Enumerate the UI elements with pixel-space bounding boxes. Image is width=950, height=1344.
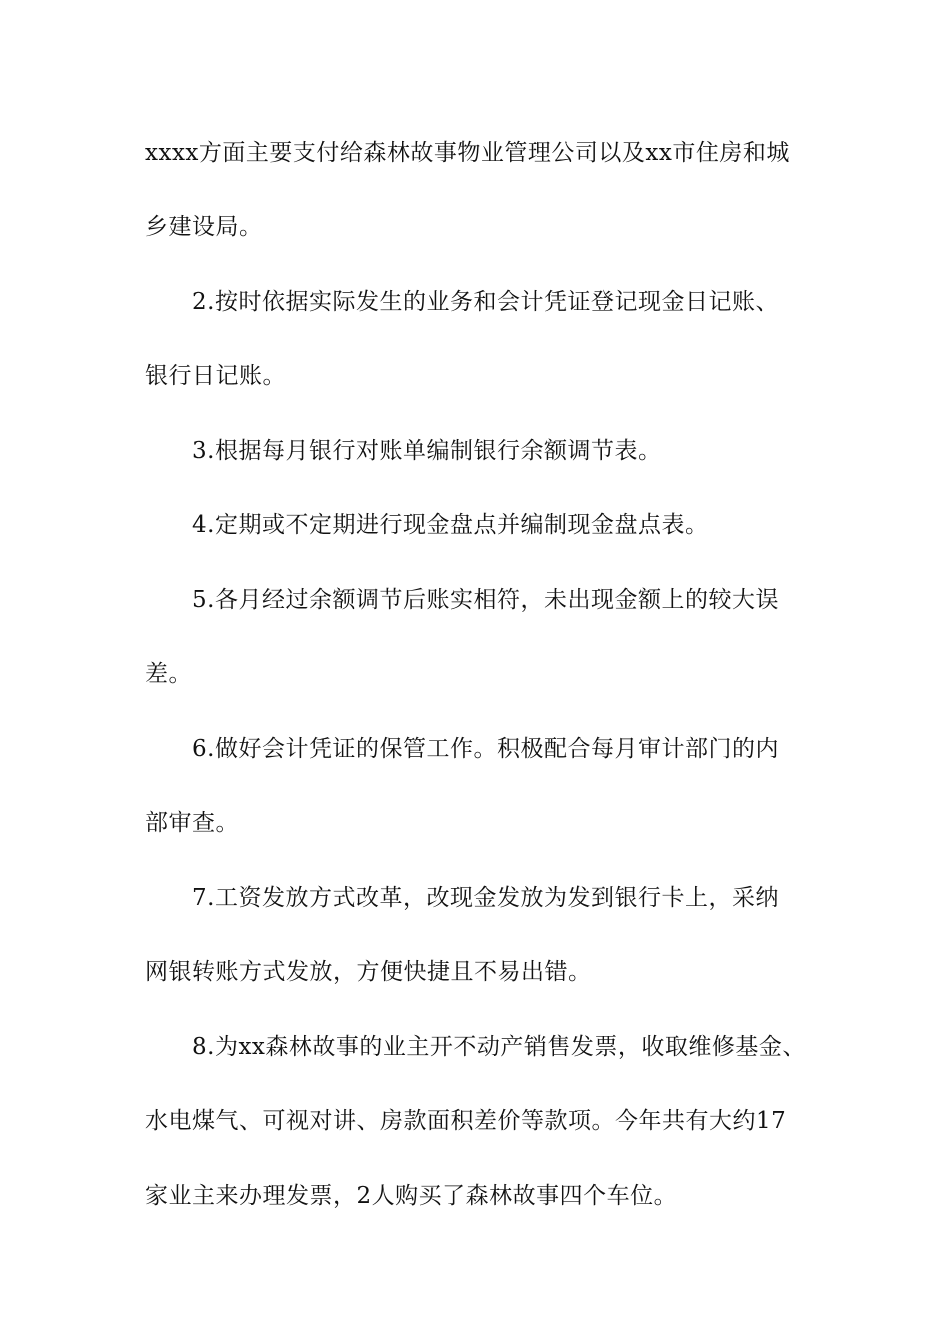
text-line: 家业主来办理发票，2人购买了森林故事四个车位。 bbox=[145, 1183, 678, 1209]
text-line: 水电煤气、可视对讲、房款面积差价等款项。今年共有大约17 bbox=[145, 1108, 787, 1134]
text-line: 银行日记账。 bbox=[145, 363, 286, 389]
text-line: 2.按时依据实际发生的业务和会计凭证登记现金日记账、 bbox=[192, 289, 779, 315]
text-line: 差。 bbox=[145, 661, 192, 687]
text-line: 网银转账方式发放，方便快捷且不易出错。 bbox=[145, 959, 592, 985]
text-line: 部审查。 bbox=[145, 810, 239, 836]
text-line: 乡建设局。 bbox=[145, 214, 263, 240]
text-line: 6.做好会计凭证的保管工作。积极配合每月审计部门的内 bbox=[192, 736, 779, 762]
text-line: xxxx方面主要支付给森林故事物业管理公司以及xx市住房和城 bbox=[145, 140, 790, 166]
text-line: 7.工资发放方式改革，改现金发放为发到银行卡上，采纳 bbox=[192, 885, 779, 911]
text-line: 4.定期或不定期进行现金盘点并编制现金盘点表。 bbox=[192, 512, 709, 538]
text-line: 8.为xx森林故事的业主开不动产销售发票，收取维修基金、 bbox=[192, 1034, 806, 1060]
text-line: 5.各月经过余额调节后账实相符，未出现金额上的较大误 bbox=[192, 587, 779, 613]
text-line: 3.根据每月银行对账单编制银行余额调节表。 bbox=[192, 438, 662, 464]
